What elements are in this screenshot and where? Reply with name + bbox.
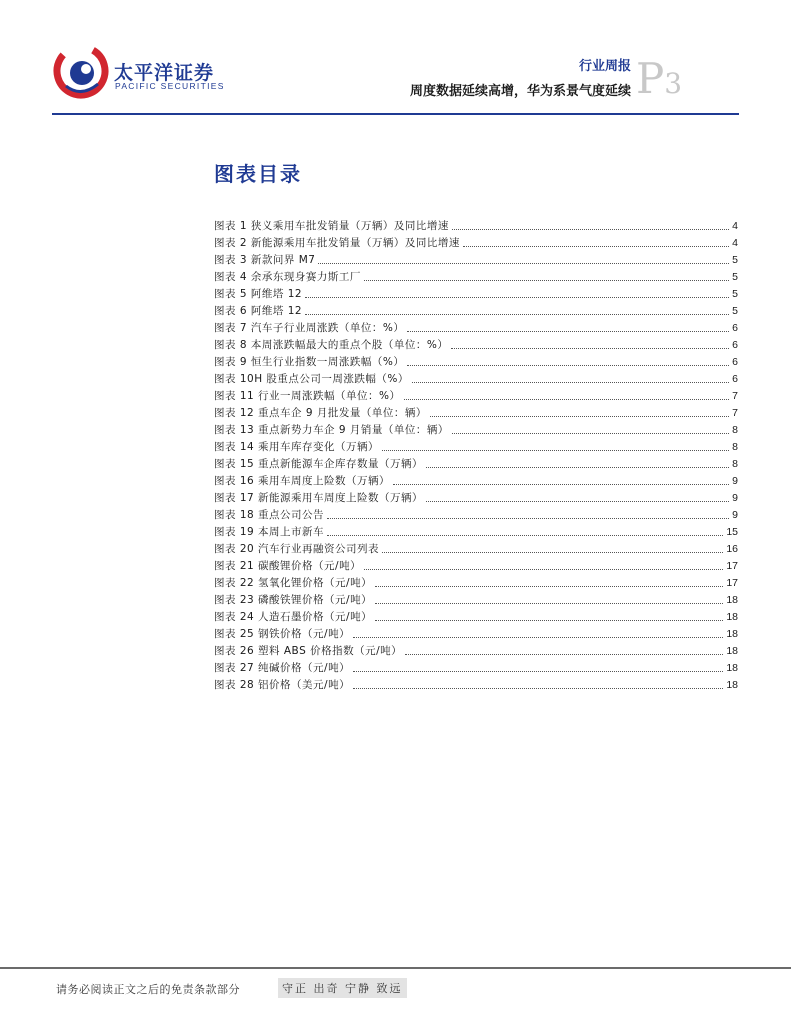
toc-entry-page: 7 (732, 390, 738, 402)
dot-leader (382, 450, 729, 451)
dot-leader (382, 552, 723, 553)
toc-entry-page: 6 (732, 356, 738, 368)
toc-entry-label: 图表 26 塑料 ABS 价格指数（元/吨） (214, 645, 403, 657)
toc-entry-page: 5 (732, 288, 738, 300)
toc-entry-page: 6 (732, 322, 738, 334)
pacific-securities-logo-icon (52, 42, 110, 100)
toc-entry-label: 图表 6 阿维塔 12 (214, 305, 303, 317)
toc-entry[interactable] (214, 660, 738, 677)
toc-entry-label: 图表 21 碳酸锂价格（元/吨） (214, 560, 362, 572)
dot-leader (375, 620, 723, 621)
dot-leader (305, 297, 729, 298)
toc-entry-label: 图表 1 狭义乘用车批发销量（万辆）及同比增速 (214, 220, 449, 232)
toc-entry-label: 图表 5 阿维塔 12 (214, 288, 303, 300)
toc-entry-page: 9 (732, 475, 738, 487)
dot-leader (364, 280, 729, 281)
toc-entry-page: 4 (732, 237, 738, 249)
dot-leader (452, 229, 729, 230)
toc-entry-label: 图表 8 本周涨跌幅最大的重点个股（单位：%） (214, 339, 449, 351)
toc-entry[interactable] (214, 626, 738, 643)
toc-entry-page: 18 (726, 679, 738, 691)
toc-entry[interactable] (214, 558, 738, 575)
dot-leader (393, 484, 729, 485)
toc-entry[interactable] (214, 269, 738, 286)
toc-entry-page: 18 (726, 628, 738, 640)
toc-entry-label: 图表 10H 股重点公司一周涨跌幅（%） (214, 373, 409, 385)
toc-entry-page: 8 (732, 441, 738, 453)
dot-leader (451, 348, 729, 349)
toc-entry[interactable] (214, 439, 738, 456)
toc-entry[interactable] (214, 354, 738, 371)
dot-leader (405, 654, 723, 655)
toc-entry-page: 17 (726, 560, 738, 572)
toc-entry[interactable] (214, 643, 738, 660)
toc-entry-label: 图表 9 恒生行业指数一周涨跌幅（%） (214, 356, 405, 368)
toc-entry-label: 图表 22 氢氧化锂价格（元/吨） (214, 577, 373, 589)
header-divider (52, 113, 739, 115)
page-number (636, 54, 683, 103)
toc-entry-page: 6 (732, 339, 738, 351)
toc-entry-page: 6 (732, 373, 738, 385)
dot-leader (327, 518, 729, 519)
dot-leader (353, 637, 723, 638)
toc-entry[interactable] (214, 320, 738, 337)
dot-leader (375, 603, 723, 604)
toc-entry[interactable] (214, 388, 738, 405)
toc-entry[interactable] (214, 235, 738, 252)
toc-entry[interactable] (214, 252, 738, 269)
dot-leader (407, 365, 729, 366)
toc-entry-page: 18 (726, 645, 738, 657)
toc-entry-label: 图表 2 新能源乘用车批发销量（万辆）及同比增速 (214, 237, 460, 249)
brand-name-cn: 太平洋证券 (114, 62, 215, 84)
toc-entry-label: 图表 17 新能源乘用车周度上险数（万辆） (214, 492, 424, 504)
toc-entry[interactable] (214, 286, 738, 303)
toc-entry-label: 图表 11 行业一周涨跌幅（单位：%） (214, 390, 401, 402)
toc-entry-page: 18 (726, 662, 738, 674)
toc-entry-label: 图表 15 重点新能源车企库存数量（万辆） (214, 458, 424, 470)
toc-entry-page: 16 (726, 543, 738, 555)
toc-entry-label: 图表 19 本周上市新车 (214, 526, 325, 538)
dot-leader (412, 382, 729, 383)
toc-entry-label: 图表 25 钢铁价格（元/吨） (214, 628, 351, 640)
toc-entry[interactable] (214, 303, 738, 320)
toc-entry[interactable] (214, 507, 738, 524)
toc-entry[interactable] (214, 218, 738, 235)
dot-leader (452, 433, 729, 434)
toc-entry[interactable] (214, 541, 738, 558)
toc-entry-page: 9 (732, 509, 738, 521)
toc-entry-label: 图表 20 汽车行业再融资公司列表 (214, 543, 380, 555)
toc-entry-page: 15 (726, 526, 738, 538)
dot-leader (353, 671, 723, 672)
dot-leader (404, 399, 730, 400)
toc-entry-label: 图表 12 重点车企 9 月批发量（单位：辆） (214, 407, 427, 419)
toc-entry-page: 5 (732, 305, 738, 317)
report-type: 行业周报 (578, 59, 631, 74)
toc-entry-page: 8 (732, 424, 738, 436)
dot-leader (426, 467, 729, 468)
toc-entry[interactable] (214, 490, 738, 507)
toc-entry-page: 5 (732, 254, 738, 266)
page-letter: P (636, 54, 665, 103)
toc-entry[interactable] (214, 677, 738, 694)
report-title: 周度数据延续高增，华为系景气度延续 (409, 84, 631, 99)
toc-entry-label: 图表 3 新款问界 M7 (214, 254, 316, 266)
toc-entry-page: 7 (732, 407, 738, 419)
toc-entry[interactable] (214, 575, 738, 592)
toc-entry-page: 8 (732, 458, 738, 470)
dot-leader (407, 331, 729, 332)
toc-entry-label: 图表 28 铝价格（美元/吨） (214, 679, 351, 691)
toc-entry-page: 4 (732, 220, 738, 232)
dot-leader (426, 501, 729, 502)
company-motto: 守正 出奇 宁静 致远 (278, 978, 407, 998)
toc-entry-page: 9 (732, 492, 738, 504)
toc-entry[interactable] (214, 592, 738, 609)
toc-entry[interactable] (214, 422, 738, 439)
page-digit: 3 (664, 67, 683, 100)
toc-entry-page: 17 (726, 577, 738, 589)
toc-entry-label: 图表 14 乘用车库存变化（万辆） (214, 441, 380, 453)
dot-leader (305, 314, 729, 315)
toc-entry[interactable] (214, 371, 738, 388)
dot-leader (327, 535, 723, 536)
toc-entry[interactable] (214, 609, 738, 626)
toc-heading: 图表目录 (214, 162, 302, 186)
disclaimer-note: 请务必阅读正文之后的免责条款部分 (56, 983, 240, 996)
toc-entry-label: 图表 18 重点公司公告 (214, 509, 325, 521)
brand-name-en: PACIFIC SECURITIES (115, 81, 225, 91)
toc-entry[interactable] (214, 456, 738, 473)
dot-leader (375, 586, 723, 587)
toc-entry-label: 图表 24 人造石墨价格（元/吨） (214, 611, 373, 623)
toc-entry[interactable] (214, 337, 738, 354)
dot-leader (364, 569, 723, 570)
toc-entry[interactable] (214, 473, 738, 490)
toc-entry[interactable] (214, 524, 738, 541)
toc-entry-label: 图表 4 余承东现身赛力斯工厂 (214, 271, 361, 283)
figure-table-of-contents (214, 218, 738, 694)
dot-leader (430, 416, 729, 417)
toc-entry-page: 5 (732, 271, 738, 283)
toc-entry-page: 18 (726, 611, 738, 623)
toc-entry[interactable] (214, 405, 738, 422)
toc-entry-label: 图表 23 磷酸铁锂价格（元/吨） (214, 594, 373, 606)
dot-leader (318, 263, 729, 264)
toc-entry-label: 图表 7 汽车子行业周涨跌（单位：%） (214, 322, 405, 334)
toc-entry-label: 图表 16 乘用车周度上险数（万辆） (214, 475, 391, 487)
toc-entry-page: 18 (726, 594, 738, 606)
toc-entry-label: 图表 27 纯碱价格（元/吨） (214, 662, 351, 674)
toc-entry-label: 图表 13 重点新势力车企 9 月销量（单位：辆） (214, 424, 449, 436)
dot-leader (353, 688, 723, 689)
footer-divider (0, 967, 791, 969)
dot-leader (463, 246, 729, 247)
